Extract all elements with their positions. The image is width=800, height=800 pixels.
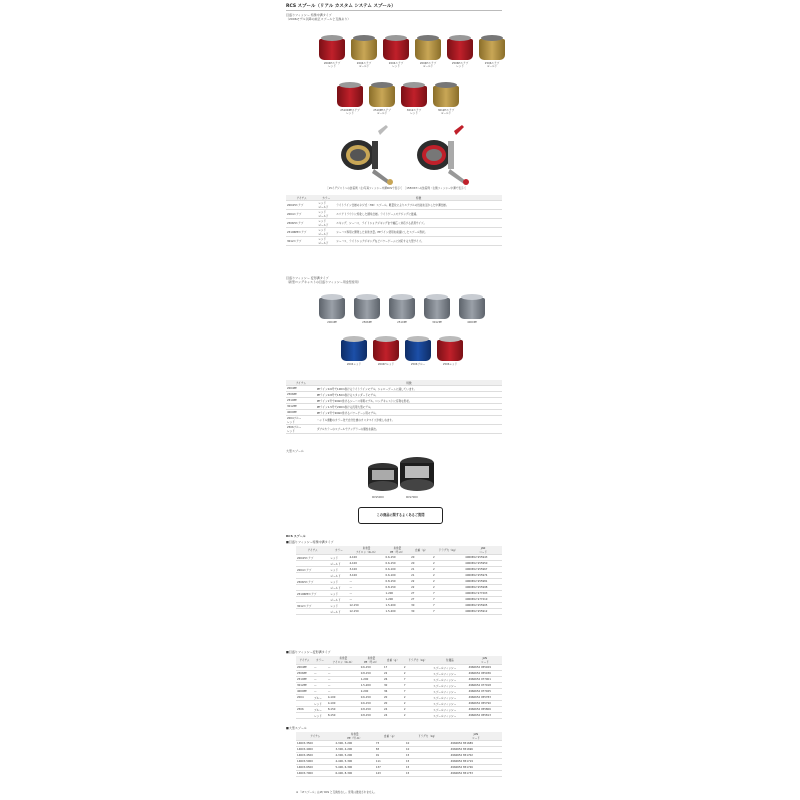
footnote: ※ 「LTスプール」はLT/ RCS と互換性なし。使用は推奨されません。	[296, 791, 377, 794]
spool-image	[318, 35, 346, 68]
table-cell: 1-200	[385, 597, 411, 603]
table-cell: 2510RPEエアブ	[296, 591, 329, 597]
table-cell: 4960652 977203	[464, 591, 502, 597]
section2-sub: （新型ロングキャストの目盛りフィッシー用金型使用）	[286, 280, 361, 284]
table-cell: 4000PE	[296, 689, 313, 695]
table-cell: 6-400, 8-300	[334, 771, 374, 777]
page-title: RCS スプール（リアル カスタム システム スプール）	[286, 4, 396, 9]
table-cell: 4960652 851719	[450, 759, 502, 765]
spool-image	[458, 294, 486, 324]
table-cell: 30	[410, 609, 432, 615]
spool-image	[478, 35, 506, 68]
table-cell: 2506PE	[296, 671, 313, 677]
table-cell: レッド	[329, 579, 348, 585]
table-cell: —	[313, 665, 327, 671]
table-cell: 0.6-150	[385, 561, 411, 567]
table-cell: ゴールド	[329, 561, 348, 567]
table-cell: —	[313, 677, 327, 683]
table-cell: ゴールド	[329, 585, 348, 591]
table-cell: レッド ゴールド	[317, 210, 335, 219]
table-header-cell: 自重（g）	[383, 656, 403, 665]
table-cell: レッド ゴールド	[317, 228, 335, 237]
table-cell	[296, 609, 329, 615]
spool-image	[432, 82, 460, 115]
table-cell: 36	[383, 689, 403, 695]
table-header-cell: カラー	[313, 656, 327, 665]
table-cell: スプールフィッシー	[432, 677, 467, 683]
table-row	[286, 425, 502, 434]
table-cell: 4960652 955783	[468, 695, 502, 701]
table-cell: 4960652 955912	[464, 609, 502, 615]
table-cell: 2506ブルー レッド	[286, 425, 316, 434]
spec-sub3: ■大型スプール	[286, 726, 307, 730]
spool-label: 2506レッド	[442, 363, 458, 366]
table-cell: 14RCS 4000	[296, 747, 334, 753]
table-header-cell: 自重（g）	[410, 546, 432, 555]
spool-label: 2506エアブ ゴールド	[484, 62, 500, 68]
table-cell: 0.6-100	[385, 567, 411, 573]
faq-button[interactable]: この商品に関するよくあるご質問	[358, 507, 443, 524]
table-header-cell: カラー	[317, 195, 335, 201]
spool-label: 2510PEエアブ ゴールド	[373, 109, 391, 115]
table-cell: 4-100	[327, 701, 360, 707]
large-spool-left	[366, 460, 400, 495]
table-cell: —	[348, 591, 384, 597]
table-cell: 15	[405, 759, 450, 765]
table-header-cell: 糸巻量 PE（号-m）	[360, 656, 383, 665]
table-cell: 2004エアブ	[286, 210, 317, 219]
table-cell: エギング、シーバス、ライトショアジギングまで幅広く対応する汎用サイズ。	[335, 219, 502, 228]
table-cell: 12-150	[348, 609, 384, 615]
table-header-row	[296, 732, 502, 741]
table-cell: 3012エアブ	[286, 237, 317, 246]
table-cell: 2	[432, 555, 464, 561]
table-cell: 4960652 977001	[468, 677, 502, 683]
divider	[286, 10, 502, 11]
table-cell: 1.5-200	[360, 683, 383, 689]
spool-label: 2004エアブ ゴールド	[356, 62, 372, 68]
table-cell: ブルー	[313, 707, 327, 713]
table-cell: 2	[403, 707, 432, 713]
table-cell: 4-100	[327, 695, 360, 701]
table-cell: —	[348, 597, 384, 603]
table-cell: —	[327, 689, 360, 695]
table-cell: 20	[410, 555, 432, 561]
table-cell: 15	[405, 771, 450, 777]
table-cell: 0.6-150	[360, 701, 383, 707]
table-header-cell: 糸巻量 ナイロン（lb-m）	[348, 546, 384, 555]
table-cell: 8-150	[327, 713, 360, 719]
table-cell: レッド	[313, 713, 327, 719]
table-cell: 10	[405, 741, 450, 747]
spool-label: 2506ブルー	[410, 363, 426, 366]
table-cell: 4960652 851689	[450, 741, 502, 747]
spool-image	[318, 294, 346, 324]
table-cell: 2	[432, 585, 464, 591]
spool-label: 2004エアブ レッド	[388, 62, 404, 68]
table-cell: スプールフィッシー	[432, 695, 467, 701]
table-header-cell: 糸巻量 PE（号-m）	[334, 732, 374, 741]
table-cell: 0.8-150	[360, 671, 383, 677]
table-cell: 83	[375, 747, 405, 753]
table-cell: —	[327, 671, 360, 677]
spool-image	[336, 82, 364, 115]
table-cell: —	[348, 585, 384, 591]
table-cell: 2	[432, 579, 464, 585]
table-cell: レッド	[329, 567, 348, 573]
table-header-cell: JAN コード	[468, 656, 502, 665]
table-cell: 17	[383, 665, 403, 671]
table-cell: レッド	[329, 603, 348, 609]
spool-label: 2506PE	[362, 321, 372, 324]
table-cell: ゴールド	[329, 597, 348, 603]
table-cell: 2004PE	[286, 386, 316, 392]
spool-image	[372, 336, 400, 366]
table-cell: 14RCS 5000	[296, 759, 334, 765]
large-spool-right	[398, 455, 436, 496]
table-cell: 4960652 955998	[464, 585, 502, 591]
table-cell: 2-300, 3-200	[334, 741, 374, 747]
reel-caption: ［15イグジストへの装着例（左/写真フィッシー中溝RCSで表示）］ ［15EXISTへの装着例（左側フィッシー中溝で表示）］	[326, 187, 468, 190]
table-cell: PEライン0.8号で150m巻けるスタンダードモデル。	[316, 392, 502, 398]
table-cell: 0.6-150	[385, 555, 411, 561]
table-cell: 14RCS 4500	[296, 753, 334, 759]
table-cell: 73	[375, 741, 405, 747]
table-cell: 4000PE	[286, 410, 316, 416]
table-cell: 4960652 955905	[464, 603, 502, 609]
table-cell: 7	[403, 677, 432, 683]
table-row	[286, 219, 502, 228]
table-cell: 22	[383, 671, 403, 677]
spool-label: 3012Hエアブ ゴールド	[437, 109, 455, 115]
table-cell: 2	[403, 695, 432, 701]
table-cell: 3012PE	[296, 683, 313, 689]
spool-image	[382, 35, 410, 68]
table-row	[286, 228, 502, 237]
table-cell: 2	[432, 567, 464, 573]
table-cell: PEライン2号で200m巻けるパワーゲーム用モデル。	[316, 410, 502, 416]
table-row	[296, 713, 502, 719]
table-cell: スプールフィッシー	[432, 683, 467, 689]
table-header-cell: 糸巻量 ナイロン（lb-m）	[327, 656, 360, 665]
table-header-cell: JAN コード	[464, 546, 502, 555]
spool-label: 2506Hエアブ レッド	[451, 62, 469, 68]
table-cell: 2506Hエアブ	[286, 219, 317, 228]
table-cell: 1.5-200	[385, 609, 411, 615]
section2-heading: 目盛りフィッシー 変形溝タイプ	[286, 276, 329, 280]
table-cell: レッド ゴールド	[317, 219, 335, 228]
table-header-cell: ドラグ力（kg）	[403, 656, 432, 665]
table-cell: ライトライン仕様のネジ式（HD）スプール。軽量化によりエアブルの性能を活かした中溝仕様。	[335, 201, 502, 210]
table-cell: 91	[375, 753, 405, 759]
table-cell: 14RCS 7000	[296, 771, 334, 777]
table-cell: PEライン0.6号で100m巻けるライトラインモデル。シャローゲームに適しています。	[316, 386, 502, 392]
table-cell: 7	[432, 597, 464, 603]
table-cell: —	[327, 677, 360, 683]
table-header-row	[296, 546, 502, 555]
table-header-cell: アイテム	[286, 195, 317, 201]
table-cell: 5-400, 6-300	[334, 765, 374, 771]
spool-label: 2510RPEエアブ レッド	[340, 109, 360, 115]
table-cell: 10	[405, 747, 450, 753]
table-cell: レッド	[329, 591, 348, 597]
table-cell: 2-200	[360, 689, 383, 695]
spool-label: 4000PE	[467, 321, 477, 324]
table-cell: 2004Hエアブ	[296, 555, 329, 561]
table-cell: 7	[403, 689, 432, 695]
table-cell: 4960652 955943	[464, 555, 502, 561]
spool-label: 2004Hエアブ レッド	[323, 62, 341, 68]
table-cell: 0.8-150	[360, 713, 383, 719]
table-row	[286, 210, 502, 219]
spec-table-1	[296, 546, 502, 615]
table-cell: 15	[405, 765, 450, 771]
table-header-cell: 自重（g）	[375, 732, 405, 741]
table-cell: エリアトラウトに特化した細糸仕様。ライトゲームやアジングに最適。	[335, 210, 502, 219]
table-cell: 2	[432, 573, 464, 579]
table-cell: レッド ゴールド	[317, 237, 335, 246]
table-cell: 0.8-150	[385, 585, 411, 591]
table-cell: 27	[410, 591, 432, 597]
table-cell: 12-150	[348, 603, 384, 609]
table-cell: 3-100	[348, 567, 384, 573]
features-table-1	[286, 195, 502, 246]
table-cell: 137	[375, 765, 405, 771]
table-cell: —	[313, 689, 327, 695]
table-cell	[296, 713, 313, 719]
table-cell: 2004エアブ	[296, 567, 329, 573]
table-cell: 2	[403, 671, 432, 677]
table-cell: 3-100	[348, 573, 384, 579]
spool-image	[414, 35, 442, 68]
table-cell: 4-400, 5-300	[334, 759, 374, 765]
table-cell: 4960652 851726	[450, 765, 502, 771]
spool-label: 2004Hレッド	[377, 363, 395, 366]
table-cell: 111	[375, 759, 405, 765]
table-cell: 4960652 955936	[468, 671, 502, 677]
table-header-cell: ドラグ力（kg）	[432, 546, 464, 555]
spool-image	[423, 294, 451, 324]
table-cell: 143	[375, 771, 405, 777]
table-cell: スプールフィッシー	[432, 671, 467, 677]
table-row	[296, 771, 502, 777]
table-row	[286, 201, 502, 210]
table-cell: 7	[432, 609, 464, 615]
table-cell: 26	[383, 677, 403, 683]
table-row	[296, 609, 502, 615]
spool-label: 2004PE	[327, 321, 337, 324]
table-cell: 4960652 977210	[464, 597, 502, 603]
spool-image	[340, 336, 368, 366]
table-cell: 2	[403, 665, 432, 671]
table-cell: 2004	[296, 695, 313, 701]
table-cell: レッド ゴールド	[317, 201, 335, 210]
table-cell: 1-200	[360, 677, 383, 683]
spool-image	[404, 336, 432, 366]
table-cell: 7	[403, 683, 432, 689]
features-table-2	[286, 380, 502, 434]
table-cell: 4960652 851696	[450, 747, 502, 753]
spool-image	[350, 35, 378, 68]
table-cell: 4960652 955981	[464, 579, 502, 585]
spool-label: 3012PE	[432, 321, 442, 324]
table-cell: PEライン1号で200m巻けるシーバス専用モデル。ロングキャストに有利な形状。	[316, 398, 502, 404]
spool-image	[368, 82, 396, 115]
table-cell: 30	[410, 603, 432, 609]
table-cell: 7	[432, 603, 464, 609]
section3-heading: 大型スプール	[286, 449, 304, 453]
table-cell: 2	[432, 561, 464, 567]
table-header-cell: 糸巻量 PE（号-m）	[385, 546, 411, 555]
table-header-cell: 付属品	[432, 656, 467, 665]
table-cell: 0.6-150	[360, 665, 383, 671]
table-cell: 2510PE	[296, 677, 313, 683]
table-cell: 4960652 955929	[468, 665, 502, 671]
table-cell: 4960652 977025	[468, 689, 502, 695]
spec-sub1: ■目盛りフィッシー特殊中溝タイプ	[286, 540, 334, 544]
reel-image-left	[336, 121, 386, 177]
table-cell: —	[327, 683, 360, 689]
table-cell: 2004PE	[296, 665, 313, 671]
table-cell: 2510PE	[286, 398, 316, 404]
table-cell: 2506Hエアブ	[296, 579, 329, 585]
table-cell: 8-150	[327, 707, 360, 713]
spool-image	[353, 294, 381, 324]
table-cell: 4960652 851733	[450, 771, 502, 777]
table-cell: 22	[410, 579, 432, 585]
table-cell: 4-300, 5-200	[334, 753, 374, 759]
table-header-cell: ドラグ力（kg）	[405, 732, 450, 741]
table-cell: スプールフィッシー	[432, 713, 467, 719]
large-spool-label-right: RCS7000	[406, 496, 418, 499]
table-cell: 22	[410, 585, 432, 591]
table-cell: スプールフィッシー	[432, 665, 467, 671]
table-cell: スプールフィッシー	[432, 701, 467, 707]
table-cell: 15	[405, 753, 450, 759]
table-cell: レッド	[329, 555, 348, 561]
table-cell: 0.8-150	[385, 579, 411, 585]
spool-image	[446, 35, 474, 68]
spool-image	[400, 82, 428, 115]
table-cell: 4-100	[348, 555, 384, 561]
table-cell: ゴールド	[329, 609, 348, 615]
table-cell: シーバス、ライトショアジギングなどパワーゲームに対応する大型サイズ。	[335, 237, 502, 246]
table-cell: 14RCS 3500	[296, 741, 334, 747]
table-cell: —	[327, 665, 360, 671]
section1-heading: 目盛りフィッシー 特殊中溝タイプ	[286, 13, 332, 17]
table-cell: スプールフィッシー	[432, 689, 467, 695]
spool-label: 2004レッド	[346, 363, 362, 366]
table-cell: 20	[383, 695, 403, 701]
section1-sub: （2006モデル以降の純正スプールと互換あり）	[286, 17, 351, 21]
table-cell: 4960652 955950	[464, 561, 502, 567]
table-cell: 0.6-100	[385, 573, 411, 579]
table-cell: スプールフィッシー	[432, 707, 467, 713]
table-cell: 2	[403, 701, 432, 707]
table-cell: 4-100	[348, 561, 384, 567]
table-cell: ブルー	[313, 695, 327, 701]
table-cell: 4960652 977018	[468, 683, 502, 689]
reel-image-right	[412, 121, 462, 177]
table-row	[286, 237, 502, 246]
table-cell: 27	[410, 597, 432, 603]
table-cell: ダブルカラーのスプールでアングラーの個性を演出。	[316, 425, 502, 434]
table-cell: 4960652 851702	[450, 753, 502, 759]
spec-heading: RCS スプール	[286, 534, 306, 538]
table-cell: 2506PE	[286, 392, 316, 398]
table-cell: 2004Hエアブ	[286, 201, 317, 210]
table-cell: 21	[410, 573, 432, 579]
spec-table-3	[296, 732, 502, 777]
table-header-cell: アイテム	[296, 656, 313, 665]
table-cell: ハンドル連動のカラー化で自分仕様のカスタマイズが楽しめます。	[316, 416, 502, 425]
large-spool-label-left: RCS5000	[372, 496, 384, 499]
table-cell: 21	[410, 567, 432, 573]
table-cell: 2510RPEエアブ	[286, 228, 317, 237]
table-cell: 2506	[296, 707, 313, 713]
spool-label: 3012エアブ レッド	[406, 109, 422, 115]
table-cell: 24	[383, 713, 403, 719]
table-cell: 2004ブルー レッド	[286, 416, 316, 425]
table-cell: 4960652 955806	[468, 707, 502, 713]
table-cell: 1.5-200	[385, 603, 411, 609]
spool-label: 2004Hエアブ ゴールド	[419, 62, 437, 68]
table-cell: 4960652 955967	[464, 567, 502, 573]
table-cell: 30	[383, 683, 403, 689]
table-cell: 3-300, 4-200	[334, 747, 374, 753]
table-cell: レッド	[313, 701, 327, 707]
table-header-cell: アイテム	[286, 380, 316, 386]
spec-table-2	[296, 656, 502, 719]
table-header-cell: カラー	[329, 546, 348, 555]
table-row	[286, 416, 502, 425]
table-header-cell: JAN コード	[450, 732, 502, 741]
table-header-cell: アイテム	[296, 732, 334, 741]
spool-label: 2510PE	[397, 321, 407, 324]
table-cell: —	[348, 579, 384, 585]
table-header-cell: 特徴	[316, 380, 502, 386]
table-cell: 1-200	[385, 591, 411, 597]
table-cell: シーバス専用に開発した糸巻き量。PEライン使用を前提にしたスプール形状。	[335, 228, 502, 237]
table-cell: 0.6-150	[360, 695, 383, 701]
table-header-cell: アイテム	[296, 546, 329, 555]
table-cell: 3012PE	[286, 404, 316, 410]
table-cell: 24	[383, 707, 403, 713]
table-cell: —	[313, 683, 327, 689]
table-cell: 4960652 955790	[468, 701, 502, 707]
table-header-cell: 特徴	[335, 195, 502, 201]
spool-image	[436, 336, 464, 366]
table-cell: 0.8-150	[360, 707, 383, 713]
table-cell: 4960652 955974	[464, 573, 502, 579]
table-cell: 20	[383, 701, 403, 707]
table-cell: 20	[410, 561, 432, 567]
table-cell: 7	[432, 591, 464, 597]
table-cell: 3012エアブ	[296, 603, 329, 609]
table-header-row	[296, 656, 502, 665]
spool-image	[388, 294, 416, 324]
table-cell: ゴールド	[329, 573, 348, 579]
table-cell: 4960652 955813	[468, 713, 502, 719]
table-cell: 14RCS 6500	[296, 765, 334, 771]
table-cell: PEライン1.5号で200m巻ける汎用大型モデル。	[316, 404, 502, 410]
table-cell: —	[313, 671, 327, 677]
table-cell: 2	[403, 713, 432, 719]
spec-sub2: ■目盛りフィッシー変形溝タイプ	[286, 650, 331, 654]
